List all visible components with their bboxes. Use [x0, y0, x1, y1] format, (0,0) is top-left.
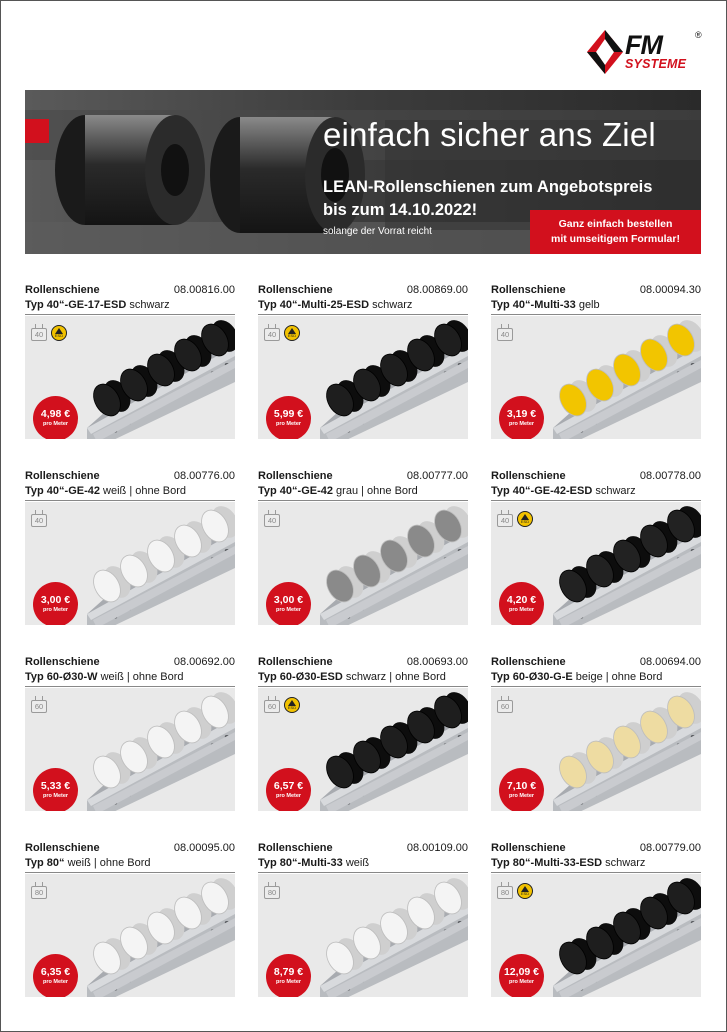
product-type-name: Typ 40“-GE-42: [258, 485, 333, 497]
product-header: [258, 468, 468, 501]
size-icon: 40: [31, 514, 47, 527]
hero-offer-line1: LEAN-Rollenschienen zum Angebotspreis: [323, 178, 653, 196]
price-value: 5,99 €: [273, 408, 304, 420]
size-icon: 40: [264, 328, 280, 341]
product-type-name: Typ 60-Ø30-ESD: [258, 671, 343, 683]
esd-icon: ESD: [517, 511, 533, 527]
product-type: [491, 485, 636, 497]
product-category: Rollenschiene: [25, 842, 100, 854]
product-card-08.00692.00[interactable]: [25, 654, 235, 829]
price-unit: pro Meter: [508, 421, 535, 427]
product-card-08.00109.00[interactable]: [258, 840, 468, 1015]
cta-line2: mit umseitigem Formular!: [551, 233, 680, 245]
price-badge: [33, 954, 78, 997]
product-code: 08.00777.00: [406, 470, 468, 482]
price-value: 3,00 €: [40, 594, 71, 606]
product-type: [491, 299, 600, 311]
logo-mark-icon: [585, 28, 625, 78]
price-badge: [266, 582, 311, 625]
price-unit: pro Meter: [275, 793, 302, 799]
price-unit: pro Meter: [42, 793, 69, 799]
price-value: 7,10 €: [506, 780, 537, 792]
product-code: 08.00776.00: [173, 470, 235, 482]
product-image: [258, 502, 468, 625]
product-header: [491, 654, 701, 687]
product-card-08.00779.00[interactable]: [491, 840, 701, 1015]
price-unit: pro Meter: [275, 979, 302, 985]
product-image: [25, 502, 235, 625]
price-unit: pro Meter: [275, 607, 302, 613]
product-code: 08.00692.00: [173, 656, 235, 668]
product-category: Rollenschiene: [491, 842, 566, 854]
product-image: [491, 874, 701, 997]
product-category: Rollenschiene: [491, 656, 566, 668]
product-category: Rollenschiene: [25, 470, 100, 482]
product-type-name: Typ 40“-GE-42: [25, 485, 100, 497]
size-icon: 40: [497, 514, 513, 527]
product-card-08.00778.00[interactable]: [491, 468, 701, 643]
product-image: [491, 502, 701, 625]
product-image: [25, 316, 235, 439]
logo-systeme-text: SYSTEME: [625, 57, 687, 71]
product-image: [25, 874, 235, 997]
product-image: [258, 316, 468, 439]
price-unit: pro Meter: [508, 607, 535, 613]
product-code: 08.00779.00: [639, 842, 701, 854]
product-image: [491, 688, 701, 811]
hero-red-square: [25, 119, 49, 143]
product-code: 08.00693.00: [406, 656, 468, 668]
product-image: [258, 874, 468, 997]
size-icon: 60: [31, 700, 47, 713]
product-variant: schwarz: [126, 299, 170, 311]
cta-line1: Ganz einfach bestellen: [558, 218, 673, 230]
product-type: [258, 857, 369, 869]
product-header: [258, 654, 468, 687]
esd-icon: ESD: [284, 325, 300, 341]
esd-icon: ESD: [51, 325, 67, 341]
price-value: 3,00 €: [273, 594, 304, 606]
product-header: [258, 840, 468, 873]
product-header: [25, 468, 235, 501]
price-value: 6,57 €: [273, 780, 304, 792]
size-icon: 40: [264, 514, 280, 527]
product-type: [491, 857, 645, 869]
price-badge: [266, 768, 311, 811]
product-variant: schwarz: [592, 485, 636, 497]
size-icon: 40: [497, 328, 513, 341]
order-cta-banner[interactable]: [530, 210, 701, 254]
fm-systeme-logo[interactable]: [585, 28, 703, 78]
size-icon: 60: [497, 700, 513, 713]
product-variant: schwarz: [369, 299, 413, 311]
logo-fm-text: FM: [625, 30, 662, 60]
product-card-08.00816.00[interactable]: [25, 282, 235, 457]
size-icon: 40: [31, 328, 47, 341]
price-badge: [33, 396, 78, 439]
product-header: [258, 282, 468, 315]
product-type-name: Typ 40“-GE-42-ESD: [491, 485, 593, 497]
size-icon: 60: [264, 700, 280, 713]
price-badge: [499, 954, 544, 997]
product-image: [25, 688, 235, 811]
product-card-08.00777.00[interactable]: [258, 468, 468, 643]
product-header: [491, 840, 701, 873]
price-badge: [266, 954, 311, 997]
product-variant: weiß: [342, 857, 370, 869]
price-value: 12,09 €: [503, 966, 540, 978]
product-type: [258, 671, 446, 683]
registered-mark: ®: [695, 30, 702, 40]
size-icon: 80: [264, 886, 280, 899]
product-type: [25, 857, 151, 869]
size-icon: 80: [31, 886, 47, 899]
product-type: [25, 671, 184, 683]
product-type: [491, 671, 662, 683]
product-category: Rollenschiene: [491, 470, 566, 482]
product-card-08.00693.00[interactable]: [258, 654, 468, 829]
price-value: 4,20 €: [506, 594, 537, 606]
hero-banner: [25, 90, 701, 254]
product-variant: schwarz | ohne Bord: [342, 671, 446, 683]
product-variant: beige | ohne Bord: [572, 671, 663, 683]
product-variant: schwarz: [602, 857, 646, 869]
product-type-name: Typ 40“-Multi-33: [491, 299, 576, 311]
size-icon: 80: [497, 886, 513, 899]
price-unit: pro Meter: [42, 607, 69, 613]
product-code: 08.00094.30: [639, 284, 701, 296]
product-type-name: Typ 40“-GE-17-ESD: [25, 299, 127, 311]
product-header: [25, 654, 235, 687]
product-category: Rollenschiene: [258, 284, 333, 296]
price-badge: [33, 768, 78, 811]
product-code: 08.00869.00: [406, 284, 468, 296]
price-unit: pro Meter: [42, 979, 69, 985]
product-category: Rollenschiene: [25, 284, 100, 296]
price-badge: [499, 582, 544, 625]
product-type-name: Typ 60-Ø30-W: [25, 671, 98, 683]
product-image: [491, 316, 701, 439]
product-header: [25, 840, 235, 873]
price-unit: pro Meter: [42, 421, 69, 427]
hero-offer-line2: bis zum 14.10.2022!: [323, 201, 478, 219]
hero-subline: solange der Vorrat reicht: [323, 226, 432, 237]
price-unit: pro Meter: [508, 979, 535, 985]
product-type: [25, 485, 186, 497]
price-value: 5,33 €: [40, 780, 71, 792]
product-code: 08.00778.00: [639, 470, 701, 482]
product-variant: weiß | ohne Bord: [97, 671, 184, 683]
product-card-08.00869.00[interactable]: [258, 282, 468, 457]
product-variant: gelb: [575, 299, 600, 311]
product-category: Rollenschiene: [258, 656, 333, 668]
product-category: Rollenschiene: [491, 284, 566, 296]
price-badge: [33, 582, 78, 625]
esd-icon: ESD: [517, 883, 533, 899]
product-variant: weiß | ohne Bord: [64, 857, 151, 869]
product-code: 08.00095.00: [173, 842, 235, 854]
price-value: 8,79 €: [273, 966, 304, 978]
product-header: [491, 282, 701, 315]
product-variant: grau | ohne Bord: [333, 485, 418, 497]
product-card-08.00094.30[interactable]: [491, 282, 701, 457]
price-value: 6,35 €: [40, 966, 71, 978]
product-image: [258, 688, 468, 811]
product-category: Rollenschiene: [25, 656, 100, 668]
price-unit: pro Meter: [275, 421, 302, 427]
product-card-08.00776.00[interactable]: [25, 468, 235, 643]
product-card-08.00694.00[interactable]: [491, 654, 701, 829]
esd-icon: ESD: [284, 697, 300, 713]
product-code: 08.00694.00: [639, 656, 701, 668]
product-type-name: Typ 60-Ø30-G-E: [491, 671, 573, 683]
product-code: 08.00816.00: [173, 284, 235, 296]
product-variant: weiß | ohne Bord: [100, 485, 187, 497]
price-badge: [499, 396, 544, 439]
price-unit: pro Meter: [508, 793, 535, 799]
product-type-name: Typ 40“-Multi-25-ESD: [258, 299, 370, 311]
product-code: 08.00109.00: [406, 842, 468, 854]
product-card-08.00095.00[interactable]: [25, 840, 235, 1015]
product-type-name: Typ 80“-Multi-33-ESD: [491, 857, 603, 869]
product-category: Rollenschiene: [258, 470, 333, 482]
product-type: [25, 299, 170, 311]
product-type: [258, 299, 412, 311]
product-category: Rollenschiene: [258, 842, 333, 854]
price-badge: [499, 768, 544, 811]
price-badge: [266, 396, 311, 439]
price-value: 4,98 €: [40, 408, 71, 420]
product-header: [491, 468, 701, 501]
product-type-name: Typ 80“: [25, 857, 65, 869]
hero-slogan: einfach sicher ans Ziel: [323, 116, 656, 153]
product-type-name: Typ 80“-Multi-33: [258, 857, 343, 869]
product-type: [258, 485, 418, 497]
price-value: 3,19 €: [506, 408, 537, 420]
product-header: [25, 282, 235, 315]
